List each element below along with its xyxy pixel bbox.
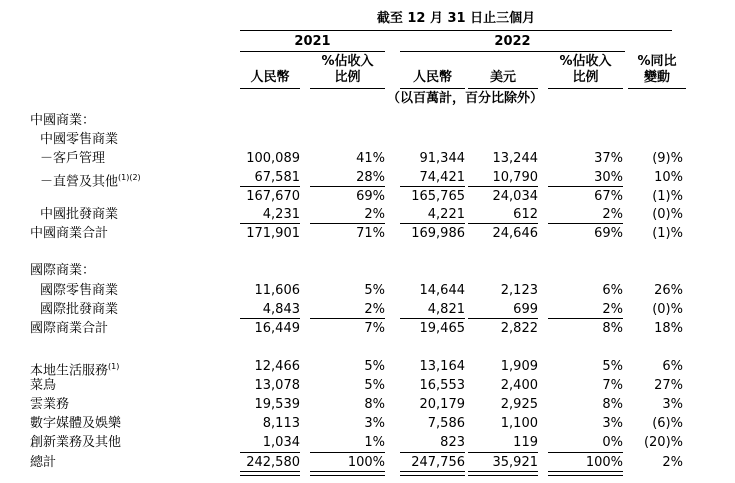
col-pct-2022-line2: 比例 — [572, 70, 599, 85]
cell-usd-2022: 35,921 — [492, 455, 538, 470]
total-double-rule — [240, 471, 300, 476]
cell-pct-2021: 5% — [364, 359, 385, 374]
footnote-marker: (1)(2) — [118, 173, 141, 182]
cell-yoy: 26% — [654, 283, 683, 298]
row-label: 中國批發商業 — [40, 207, 119, 222]
cell-usd-2022: 24,646 — [492, 226, 538, 241]
cell-usd-2022: 119 — [513, 435, 538, 450]
col-rmb-2021: 人民幣 — [250, 70, 290, 85]
row-label: －客戶管理 — [40, 151, 106, 166]
cell-rmb-2021: 4,843 — [262, 302, 300, 317]
total-double-rule — [400, 471, 465, 476]
cell-pct-2022: 8% — [602, 321, 623, 336]
cell-rmb-2022: 13,164 — [419, 359, 465, 374]
col-rule — [468, 88, 538, 89]
cell-usd-2022: 10,790 — [492, 170, 538, 185]
cell-pct-2022: 5% — [602, 359, 623, 374]
cell-yoy: (20)% — [643, 435, 683, 450]
col-rule — [310, 88, 385, 89]
row-label: 創新業務及其他 — [30, 435, 122, 450]
subtotal-rule — [548, 318, 623, 319]
cell-rmb-2022: 20,179 — [419, 397, 465, 412]
cell-rmb-2021: 13,078 — [254, 378, 300, 393]
cell-rmb-2021: 8,113 — [262, 416, 300, 431]
cell-rmb-2022: 19,465 — [419, 321, 465, 336]
col-rmb-2022: 人民幣 — [412, 70, 452, 85]
subtotal-rule — [240, 318, 300, 319]
row-label: 中國商業合計 — [30, 226, 109, 241]
cell-rmb-2021: 11,606 — [254, 283, 300, 298]
cell-rmb-2022: 169,986 — [411, 226, 465, 241]
row-label: 國際零售商業 — [40, 283, 119, 298]
footnote-marker: (1) — [108, 362, 120, 371]
cell-rmb-2022: 7,586 — [427, 416, 465, 431]
cell-pct-2021: 5% — [364, 378, 385, 393]
cell-usd-2022: 2,123 — [500, 283, 538, 298]
cell-rmb-2021: 4,231 — [262, 207, 300, 222]
cell-pct-2022: 67% — [594, 189, 623, 204]
subtotal-rule — [468, 186, 538, 187]
row-label-text: －直營及其他 — [40, 174, 119, 190]
subtotal-rule — [468, 318, 538, 319]
cell-rmb-2021: 12,466 — [254, 359, 300, 374]
row-label — [40, 170, 141, 190]
total-double-rule — [468, 471, 538, 476]
cell-rmb-2022: 16,553 — [419, 378, 465, 393]
cell-yoy: (6)% — [652, 416, 683, 431]
subtotal-rule — [548, 186, 623, 187]
col-usd-2022: 美元 — [489, 70, 516, 85]
cell-rmb-2021: 1,034 — [262, 435, 300, 450]
cell-pct-2021: 41% — [356, 151, 385, 166]
cell-pct-2021: 8% — [364, 397, 385, 412]
cell-rmb-2021: 242,580 — [246, 455, 300, 470]
cell-pct-2021: 5% — [364, 283, 385, 298]
total-rule — [400, 452, 465, 453]
cell-rmb-2022: 14,644 — [419, 283, 465, 298]
col-rule — [548, 88, 623, 89]
cell-rmb-2022: 91,344 — [419, 151, 465, 166]
row-label — [30, 359, 119, 379]
subtotal-rule — [240, 223, 300, 224]
row-label: 總計 — [30, 455, 57, 470]
cell-rmb-2021: 19,539 — [254, 397, 300, 412]
cell-pct-2022: 7% — [602, 378, 623, 393]
cell-rmb-2021: 67,581 — [254, 170, 300, 185]
row-label: 中國商業： — [30, 113, 96, 128]
subtotal-rule — [400, 223, 465, 224]
total-rule — [240, 452, 300, 453]
total-rule — [548, 452, 623, 453]
subtotal-rule — [310, 186, 385, 187]
row-label: 國際商業： — [30, 263, 96, 278]
cell-yoy: 18% — [654, 321, 683, 336]
cell-rmb-2022: 4,821 — [427, 302, 465, 317]
cell-yoy: 27% — [654, 378, 683, 393]
col-pct-2021-line1: %佔收入 — [321, 54, 374, 69]
cell-usd-2022: 1,100 — [500, 416, 538, 431]
cell-pct-2021: 28% — [356, 170, 385, 185]
cell-pct-2021: 71% — [356, 226, 385, 241]
col-rule — [240, 88, 300, 89]
subtotal-rule — [400, 186, 465, 187]
cell-pct-2021: 2% — [364, 302, 385, 317]
row-label: 雲業務 — [30, 397, 70, 412]
cell-pct-2021: 100% — [347, 455, 385, 470]
cell-rmb-2022: 165,765 — [411, 189, 465, 204]
cell-usd-2022: 2,822 — [500, 321, 538, 336]
cell-yoy: (1)% — [652, 226, 683, 241]
cell-pct-2022: 3% — [602, 416, 623, 431]
cell-yoy: 6% — [662, 359, 683, 374]
total-rule — [468, 452, 538, 453]
total-double-rule — [310, 471, 385, 476]
cell-usd-2022: 24,034 — [492, 189, 538, 204]
cell-rmb-2022: 247,756 — [411, 455, 465, 470]
row-label: 數字媒體及娛樂 — [30, 416, 122, 431]
cell-rmb-2021: 100,089 — [246, 151, 300, 166]
col-rule — [628, 88, 686, 89]
cell-rmb-2021: 171,901 — [246, 226, 300, 241]
row-label: 國際商業合計 — [30, 321, 109, 336]
year-2021-rule — [240, 51, 385, 52]
row-label: 菜鳥 — [30, 378, 57, 393]
row-label: 國際批發商業 — [40, 302, 119, 317]
cell-yoy: (1)% — [652, 189, 683, 204]
col-rule — [400, 88, 465, 89]
col-yoy-line1: %同比 — [637, 54, 677, 69]
cell-rmb-2022: 74,421 — [419, 170, 465, 185]
total-rule — [310, 452, 385, 453]
period-title: 截至 12 月 31 日止三個月 — [376, 11, 536, 26]
cell-yoy: 2% — [662, 455, 683, 470]
cell-pct-2021: 1% — [364, 435, 385, 450]
cell-pct-2021: 7% — [364, 321, 385, 336]
subtotal-rule — [548, 223, 623, 224]
cell-yoy: (0)% — [652, 207, 683, 222]
cell-pct-2021: 69% — [356, 189, 385, 204]
cell-yoy: 10% — [654, 170, 683, 185]
cell-usd-2022: 1,909 — [500, 359, 538, 374]
cell-yoy: (0)% — [652, 302, 683, 317]
year-2021-label: 2021 — [294, 34, 331, 49]
cell-usd-2022: 2,400 — [500, 378, 538, 393]
cell-pct-2022: 0% — [602, 435, 623, 450]
cell-pct-2022: 8% — [602, 397, 623, 412]
subtotal-rule — [310, 318, 385, 319]
cell-pct-2021: 2% — [364, 207, 385, 222]
year-2022-rule — [400, 51, 625, 52]
subtotal-rule — [400, 318, 465, 319]
cell-rmb-2021: 167,670 — [246, 189, 300, 204]
cell-rmb-2022: 823 — [440, 435, 465, 450]
cell-pct-2022: 2% — [602, 302, 623, 317]
cell-rmb-2021: 16,449 — [254, 321, 300, 336]
year-2022-label: 2022 — [494, 34, 531, 49]
cell-pct-2021: 3% — [364, 416, 385, 431]
cell-rmb-2022: 4,221 — [427, 207, 465, 222]
cell-pct-2022: 100% — [585, 455, 623, 470]
header-rule — [240, 30, 672, 31]
cell-usd-2022: 612 — [513, 207, 538, 222]
cell-pct-2022: 2% — [602, 207, 623, 222]
col-yoy-line2: 變動 — [643, 70, 670, 85]
cell-usd-2022: 699 — [513, 302, 538, 317]
row-label: 中國零售商業 — [40, 132, 119, 147]
col-pct-2022-line1: %佔收入 — [559, 54, 612, 69]
cell-yoy: (9)% — [652, 151, 683, 166]
cell-pct-2022: 37% — [594, 151, 623, 166]
row-label-text: 本地生活服務 — [30, 363, 109, 379]
col-pct-2021-line2: 比例 — [334, 70, 361, 85]
units-note: （以百萬計，百分比除外） — [386, 91, 543, 106]
cell-pct-2022: 6% — [602, 283, 623, 298]
cell-pct-2022: 30% — [594, 170, 623, 185]
cell-pct-2022: 69% — [594, 226, 623, 241]
subtotal-rule — [240, 186, 300, 187]
cell-usd-2022: 2,925 — [500, 397, 538, 412]
subtotal-rule — [468, 223, 538, 224]
total-double-rule — [548, 471, 623, 476]
cell-usd-2022: 13,244 — [492, 151, 538, 166]
subtotal-rule — [310, 223, 385, 224]
cell-yoy: 3% — [662, 397, 683, 412]
